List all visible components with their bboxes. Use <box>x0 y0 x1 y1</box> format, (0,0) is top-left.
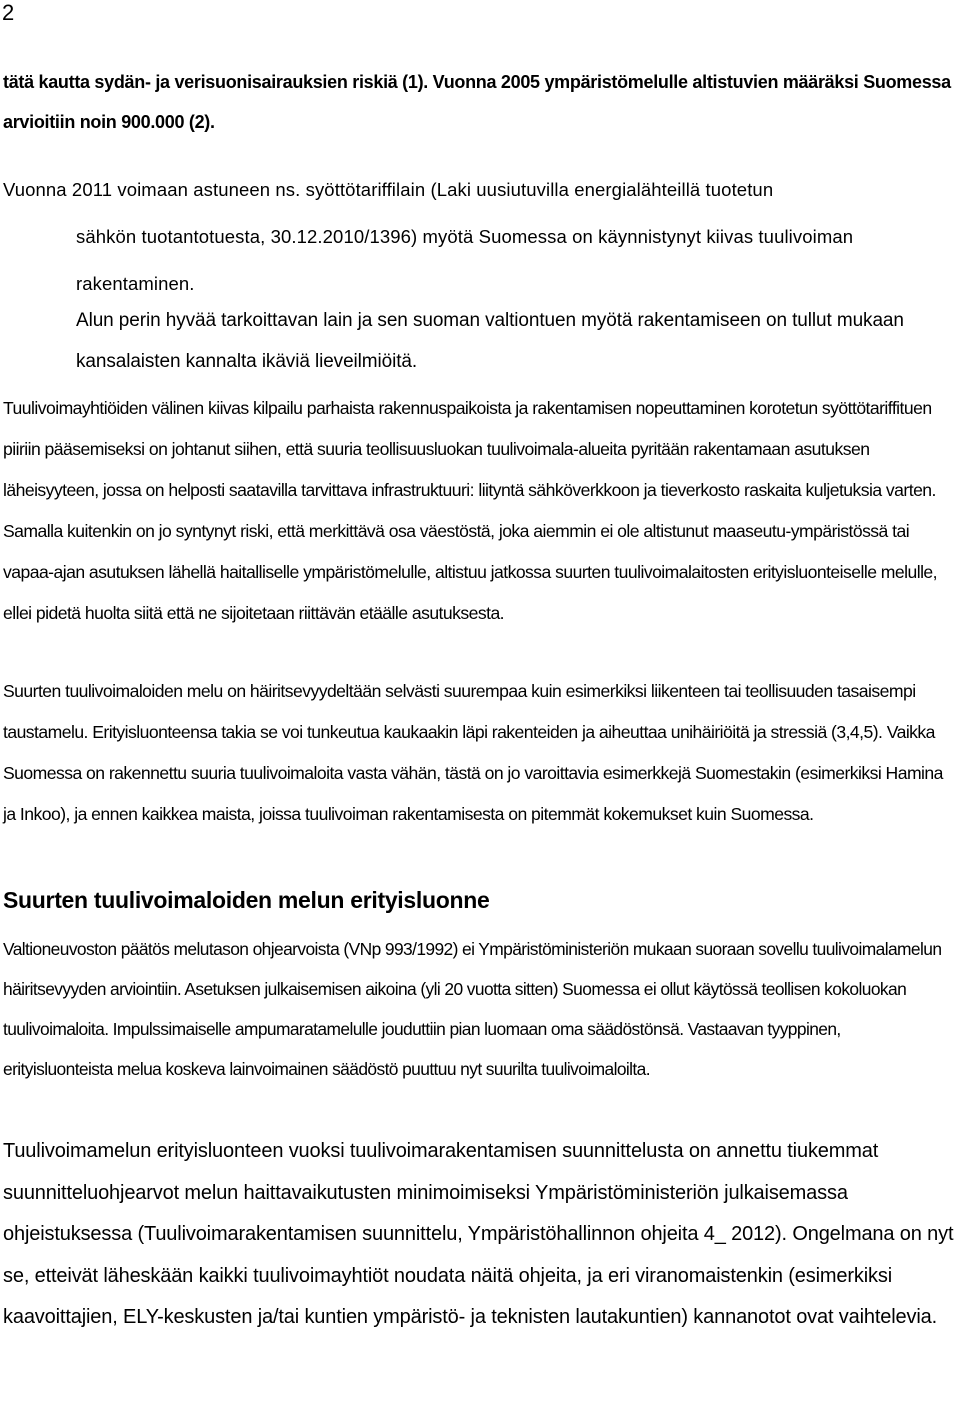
paragraph-feed-in-law-first-line: Vuonna 2011 voimaan astuneen ns. syöttötariffilain (Laki uusiutuvilla energialähteillä tuotetun <box>3 179 774 200</box>
paragraph-law-side-effects: Alun perin hyvää tarkoittavan lain ja sen suoman valtiontuen myötä rakentamiseen on tullut mukaan kansalaisten kannalta ikäviä lieveilmiöitä. <box>76 310 904 372</box>
paragraph-health-exposure: tätä kautta sydän- ja verisuonisairauksien riskiä (1). Vuonna 2005 ympäristömelulle altistuvien määräksi Suomessa arvioitiin noin 900.000 (2). <box>3 72 951 132</box>
paragraph-ministry-guidance: Tuulivoimamelun erityisluonteen vuoksi tuulivoimarakentamisen suunnittelusta on annettu tiukemmat suunnitteluohjearvot melun haittavaikutusten minimoimiseksi Ympäristöministeriön julkaisemassa ohjeistuksessa (Tuulivoimarakentamisen suunnittelu, Ympäristöhallinnon ohjeita 4_ 2012). Ongelmana on nyt se, etteivät läheskään kaikki tuulivoimayhtiöt noudata näitä ohjeita, ja eri viranomaistenkin (esimerkiksi kaavoittajien, ELY-keskusten ja/tai kuntien ympäristö- ja teknisten lautakuntien) kannanotot ovat vaihtelevia. <box>3 1140 954 1328</box>
paragraph-developer-competition: Tuulivoimayhtiöiden välinen kiivas kilpailu parhaista rakennuspaikoista ja rakentamisen nopeuttaminen korotetun syöttötariffituen piiriin pääsemiseksi on johtanut siihen, että suuria teollisuusluokan tuulivoimala-alueita pyritään rakentamaan asutuksen läheisyyteen, jossa on helposti saatavilla tarvittava infrastruktuuri: liityntä sähköverkkoon ja tieverkosto raskaita kuljetuksia varten. Samalla kuitenkin on jo syntynyt riski, että merkittävä osa väestöstä, joka aiemmin ei ole altistunut maaseutu-ympäristössä tai vapaa-ajan asutuksen lähellä haitalliselle ympäristömelulle, altistuu jatkossa suurten tuulivoimalaitosten erityisluonteiselle melulle, ellei pidetä huolta siitä että ne sijoitetaan riittävän etäälle asutuksesta. <box>3 398 938 623</box>
paragraph-noise-disturbance: Suurten tuulivoimaloiden melu on häiritsevyydeltään selvästi suurempaa kuin esimerkiksi liikenteen tai teollisuuden tasaisempi taustamelu. Erityisluonteensa takia se voi tunkeutua kaukaakin läpi rakenteiden ja aiheuttaa unihäiriöitä ja stressiä (3,4,5). Vaikka Suomessa on rakennettu suuria tuulivoimaloita vasta vähän, tästä on jo varoittavia esimerkkejä Suomestakin (esimerkiksi Hamina ja Inkoo), ja ennen kaikkea maista, joissa tuulivoiman rakentamisesta on pitemmät kokemukset kuin Suomessa. <box>3 681 943 824</box>
paragraph-feed-in-law-continued: sähkön tuotantotuesta, 30.12.2010/1396) myötä Suomessa on käynnistynyt kiivas tuulivoiman rakentaminen. <box>76 226 854 294</box>
page-number: 2 <box>2 0 15 25</box>
section-heading: Suurten tuulivoimaloiden melun erityisluonne <box>3 887 490 913</box>
paragraph-government-decision: Valtioneuvoston päätös melutason ohjearvoista (VNp 993/1992) ei Ympäristöministeriön mukaan suoraan sovellu tuulivoimalamelun häiritsevyyden arviointiin. Asetuksen julkaisemisen aikoina (yli 20 vuotta sitten) Suomessa ei ollut käytössä teollisen kokoluokan tuulivoimaloita. Impulssimaiselle ampumaratamelulle jouduttiin pian luomaan oma säädöstönsä. Vastaavan tyyppinen, erityisluonteista melua koskeva lainvoimainen säädöstö puuttuu nyt suurilta tuulivoimaloilta. <box>3 939 942 1079</box>
